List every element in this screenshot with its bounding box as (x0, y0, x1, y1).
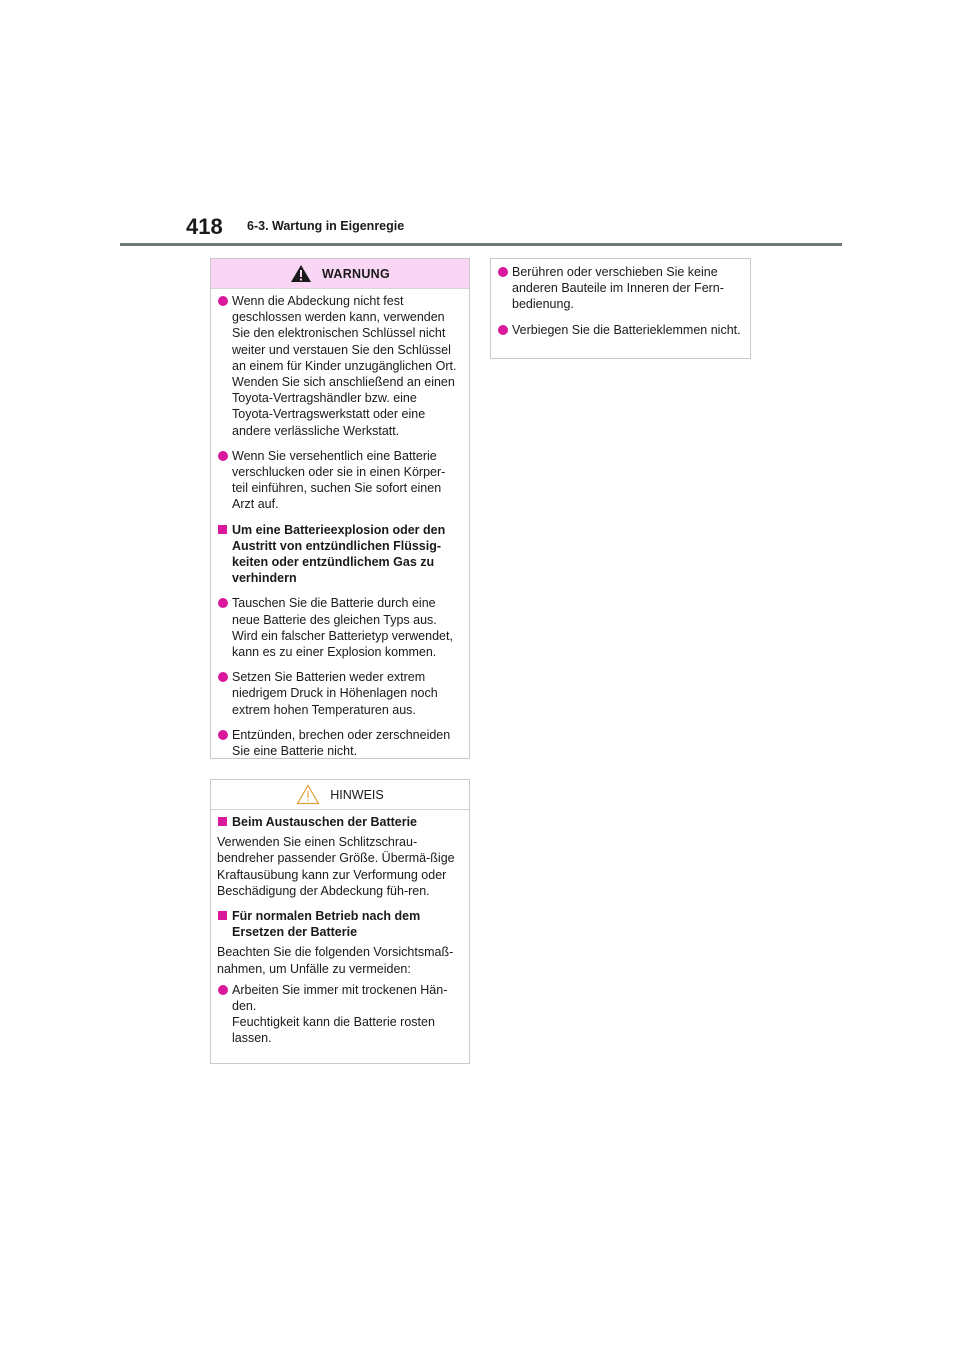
list-item-text: Berühren oder verschieben Sie keine anderen Bauteile im Inneren der Fern-bedienung. (512, 265, 724, 312)
square-bullet-icon (218, 817, 227, 826)
list-item-line: Arbeiten Sie immer mit trockenen Hän-den. (232, 982, 448, 1014)
list-item-text: Wenn die Abdeckung nicht fest geschlossen werden kann, verwenden Sie den elektronischen Schlüssel nicht weiter und verstauen Sie den Schlüssel an einem für Kinder unzugänglichen Ort. Wenden Sie sich anschließend an einen Toyota-Vertragshändler bzw. eine Toyota-Vertragswerkstatt oder eine andere verlässliche Werkstatt. (232, 294, 457, 438)
section-title: 6-3. Wartung in Eigenregie (247, 219, 405, 233)
header-rule (120, 243, 842, 246)
notice-title: HINWEIS (330, 787, 384, 802)
bullet-icon (218, 672, 228, 682)
bullet-icon (498, 267, 508, 277)
bullet-icon (498, 325, 508, 335)
list-item-text: Verbiegen Sie die Batterieklemmen nicht. (512, 322, 741, 337)
warning-title: WARNUNG (321, 266, 391, 281)
page-number: 418 (186, 214, 223, 239)
list-heading-text: Um eine Batterieexplosion oder den Austritt von entzündlichen Flüssig-keiten oder entzündlichem Gas zu verhindern (232, 522, 446, 586)
list-item (217, 727, 461, 759)
square-bullet-icon (218, 525, 227, 534)
bullet-icon (218, 598, 228, 608)
list-item-text: Tauschen Sie die Batterie durch eine neue Batterie des gleichen Typs aus. Wird ein falscher Batterietyp verwendet, kann es zu einer Explosion kommen. (232, 596, 453, 660)
warning-continued-box (490, 258, 751, 359)
list-heading (217, 814, 461, 830)
bullet-icon (218, 296, 228, 306)
notice-header (211, 780, 469, 810)
list-item (217, 669, 461, 718)
warning-box (210, 258, 470, 759)
list-item (217, 982, 461, 1047)
list-item-text: Wenn Sie versehentlich eine Batterie verschlucken oder sie in einen Körper-teil einführen, suchen Sie sofort einen Arzt auf. (232, 448, 446, 512)
warning-triangle-icon (290, 264, 312, 283)
list-item (497, 264, 742, 313)
bullet-icon (218, 985, 228, 995)
list-item-line: Feuchtigkeit kann die Batterie rosten lassen. (232, 1015, 435, 1046)
warning-header (211, 259, 469, 289)
list-heading-text: Für normalen Betrieb nach dem Ersetzen der Batterie (232, 909, 421, 940)
paragraph: Verwenden Sie einen Schlitzschrau-bendreher passender Größe. Übermä-ßige Kraftausübung kann zur Verformung oder Beschädigung der Abdeckung füh-ren. (217, 835, 455, 898)
list-item-text: Entzünden, brechen oder zerschneiden Sie eine Batterie nicht. (232, 727, 451, 759)
bullet-icon (218, 451, 228, 461)
notice-box (210, 779, 470, 1064)
warning-body (211, 289, 469, 759)
list-item (217, 293, 461, 439)
list-item (497, 322, 742, 338)
square-bullet-icon (218, 911, 227, 920)
list-item-text: Setzen Sie Batterien weder extrem niedrigem Druck in Höhenlagen noch extrem hohen Temperaturen aus. (232, 670, 438, 717)
paragraph: Beachten Sie die folgenden Vorsichtsmaß-nahmen, um Unfälle zu vermeiden: (217, 945, 454, 976)
warning-continued-body (491, 259, 750, 338)
list-heading (217, 522, 461, 587)
notice-body (211, 810, 469, 1047)
caution-triangle-icon (296, 784, 320, 805)
list-item-text (232, 982, 461, 1047)
list-item (217, 448, 461, 513)
bullet-icon (218, 730, 228, 740)
list-heading-text: Beim Austauschen der Batterie (232, 815, 418, 829)
list-item (217, 595, 461, 660)
list-heading (217, 908, 461, 940)
